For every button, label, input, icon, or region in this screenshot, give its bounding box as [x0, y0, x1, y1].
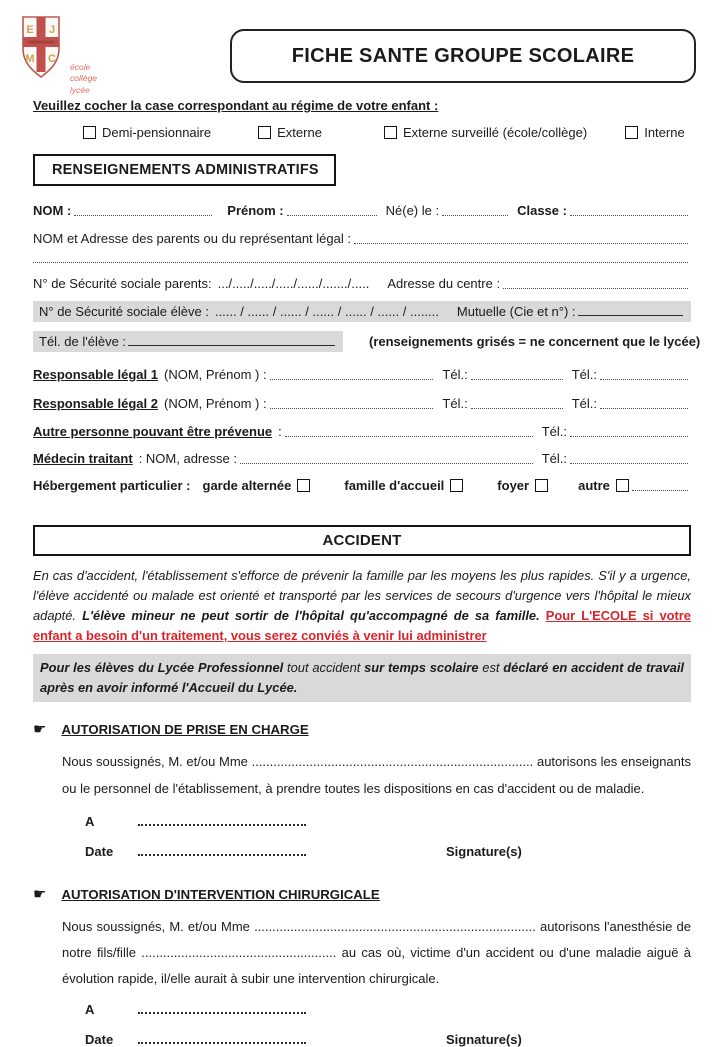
- accident-text-bold: L'élève mineur ne peut sortir de l'hôpital qu'accompagné de sa famille.: [82, 608, 546, 623]
- responsable1-blank: [270, 374, 434, 380]
- place-blank: [138, 818, 306, 826]
- regime-option-label: Externe: [277, 125, 322, 140]
- svg-text:M: M: [25, 53, 35, 65]
- regime-option-demi-pensionnaire: [83, 125, 211, 140]
- parents-blank: [354, 238, 688, 244]
- adresse-centre-label: Adresse du centre :: [387, 276, 501, 291]
- date-blank: [138, 848, 306, 856]
- tel-blank: [471, 374, 563, 380]
- auth2-date-row: [85, 1032, 691, 1047]
- checkbox-interne[interactable]: [625, 126, 638, 139]
- school-logo: [20, 14, 120, 100]
- lycee-pro-notice: [33, 654, 691, 702]
- auth2-name-blank: ..............................................................................: [254, 919, 536, 935]
- accident-title-text: ACCIDENT: [322, 532, 402, 549]
- tel-eleve-label: Tél. de l'élève :: [39, 334, 127, 349]
- grises-note: (renseignements grisés = ne concernent que le lycée): [369, 334, 701, 349]
- autre-personne-label: Autre personne pouvant être prévenue: [33, 424, 273, 439]
- adresse-centre-blank: [503, 283, 688, 289]
- auth2-title: AUTORISATION D'INTERVENTION CHIRURGICALE: [61, 887, 380, 903]
- regime-option-externe: [258, 125, 322, 140]
- auth1-name-blank: ..............................................................................: [251, 754, 534, 769]
- regime-option-externe-surveille: [384, 125, 587, 140]
- pointing-hand-icon: ☛: [33, 721, 47, 738]
- accident-paragraph: [33, 566, 691, 646]
- tel-blank: [570, 458, 688, 464]
- nom-label: NOM :: [33, 203, 72, 218]
- row-hebergement: [33, 478, 691, 493]
- auth1-heading: [33, 722, 691, 737]
- auth1-text-before: Nous soussignés, M. et/ou Mme: [62, 754, 252, 769]
- notice-part: est: [482, 660, 504, 675]
- tel-blank: [600, 403, 688, 409]
- classe-blank: [570, 210, 688, 216]
- signature-label: Signature(s): [446, 844, 522, 860]
- responsable2-label: Responsable légal 2: [33, 396, 158, 411]
- regime-option-interne: [625, 125, 684, 140]
- svg-text:J: J: [48, 24, 56, 36]
- ss-parents-slots: .../...../...../...../....../......./.....: [217, 276, 370, 291]
- auth2-text-before: Nous soussignés, M. et/ou Mme: [62, 919, 255, 935]
- tel-blank: [570, 431, 688, 437]
- page-title: FICHE SANTE GROUPE SCOLAIRE: [291, 44, 635, 67]
- logo-line-lycee: lycée: [70, 84, 90, 95]
- responsable1-suffix: (NOM, Prénom ) :: [164, 367, 267, 382]
- tel-label: Tél.:: [541, 424, 567, 439]
- heb-option-famille-accueil: famille d'accueil: [344, 478, 445, 493]
- checkbox-externe[interactable]: [258, 126, 271, 139]
- row-parents-address-continued: [33, 257, 691, 265]
- notice-part: sur temps scolaire: [364, 660, 483, 675]
- row-ss-parents: [33, 276, 691, 291]
- auth1-text-after: autorisons les enseignants ou le personnel de l'établissement, à prendre toutes les dispositions en cas d'accident ou de maladie.: [62, 754, 691, 796]
- tel-blank: [471, 403, 563, 409]
- checkbox-garde-alternee[interactable]: [297, 479, 310, 492]
- school-crest-icon: [20, 14, 62, 82]
- auth2-text-after: au cas où, victime d'un accident ou d'une maladie aiguë à évolution rapide, il/elle aurait à subir une intervention chirurgicale.: [62, 945, 691, 987]
- checkbox-famille-accueil[interactable]: [450, 479, 463, 492]
- date-blank: [138, 1036, 306, 1044]
- parents-label: NOM et Adresse des parents ou du représentant légal :: [33, 231, 351, 246]
- tel-blank: [600, 374, 688, 380]
- svg-text:E: E: [26, 24, 34, 36]
- school-logo-caption: [70, 62, 97, 96]
- auth2-place-row: [85, 1002, 691, 1017]
- checkbox-demi-pensionnaire[interactable]: [83, 126, 96, 139]
- place-blank: [138, 1006, 306, 1014]
- row-medecin: [33, 451, 691, 466]
- pointing-hand-icon: ☛: [33, 886, 47, 904]
- auth1-title: AUTORISATION DE PRISE EN CHARGE: [61, 722, 309, 737]
- ss-eleve-slots: ...... / ...... / ...... / ...... / ...... / ...... / ........: [214, 304, 439, 319]
- accident-text-normal: En cas d'accident, l'établissement s'efforce de prévenir la famille par les moyens les plus rapides. S'il y a urgence, l'élève accidenté ou malade est orienté et transporté par les services de secours d'urgence vers l'hôpital le mieux adapté.: [33, 568, 691, 623]
- tel-eleve-band: [33, 331, 343, 352]
- tel-label: Tél.:: [541, 451, 567, 466]
- auth2-text-mid: autorisons l'anesthésie de notre fils/fille: [62, 919, 691, 961]
- section-title-renseignements: [33, 154, 336, 186]
- notice-part: tout accident: [287, 660, 365, 675]
- place-label: A: [85, 814, 95, 830]
- logo-line-ecole: école: [70, 62, 91, 72]
- hebergement-label: Hébergement particulier :: [33, 478, 191, 493]
- row-responsable-1: [33, 367, 691, 382]
- regime-option-label: Interne: [644, 125, 685, 140]
- heb-option-foyer: foyer: [497, 478, 530, 493]
- ss-parents-label: N° de Sécurité sociale parents:: [33, 276, 212, 291]
- responsable1-label: Responsable légal 1: [33, 367, 158, 382]
- regime-option-label: Demi-pensionnaire: [102, 125, 212, 140]
- auth1-place-row: [85, 814, 691, 829]
- autre-personne-colon: :: [278, 424, 282, 439]
- logo-line-college: collège: [70, 73, 97, 84]
- signature-label: Signature(s): [446, 1032, 522, 1047]
- responsable2-blank: [270, 403, 434, 409]
- date-label: Date: [85, 1032, 114, 1047]
- auth1-date-row: [85, 844, 691, 859]
- row-parents-address: [33, 231, 691, 246]
- parents-blank-line2: [33, 257, 688, 263]
- date-label: Date: [85, 844, 114, 860]
- regime-instruction: Veuillez cocher la case correspondant au régime de votre enfant :: [33, 98, 439, 113]
- page-title-box: [230, 29, 696, 83]
- ne-le-label: Né(e) le :: [385, 203, 440, 218]
- tel-eleve-blank: [128, 340, 335, 346]
- row-autre-personne: [33, 424, 691, 439]
- checkbox-externe-surveille[interactable]: [384, 126, 397, 139]
- heb-autre-blank: [632, 485, 688, 491]
- mutuelle-label: Mutuelle (Cie et n°) :: [456, 304, 576, 319]
- accident-text-warning: Pour L'ECOLE si votre enfant a besoin d'un traitement, vous serez conviés à venir lui administrer: [33, 608, 691, 643]
- row-tel-eleve: [33, 331, 701, 352]
- checkbox-autre[interactable]: [616, 479, 629, 492]
- responsable2-suffix: (NOM, Prénom ) :: [164, 396, 267, 411]
- medecin-blank: [240, 458, 533, 464]
- row-responsable-2: [33, 396, 691, 411]
- autre-personne-blank: [285, 431, 533, 437]
- medecin-suffix: : NOM, adresse :: [138, 451, 237, 466]
- heb-option-garde-alternee: garde alternée: [202, 478, 292, 493]
- auth1-paragraph: [62, 749, 691, 802]
- prenom-label: Prénom :: [227, 203, 284, 218]
- regime-option-label: Externe surveillé (école/collège): [402, 125, 588, 140]
- mutuelle-blank: [578, 310, 683, 316]
- auth2-child-blank: ......................................................: [141, 945, 337, 961]
- medecin-label: Médecin traitant: [33, 451, 133, 466]
- checkbox-foyer[interactable]: [535, 479, 548, 492]
- classe-label: Classe :: [517, 203, 567, 218]
- ne-le-blank: [442, 210, 508, 216]
- svg-text:C: C: [48, 53, 56, 65]
- tel-label: Tél.:: [442, 367, 468, 382]
- row-identity: [33, 203, 691, 218]
- place-label: A: [85, 1002, 95, 1018]
- tel-label: Tél.:: [442, 396, 468, 411]
- tel-label: Tél.:: [571, 396, 597, 411]
- notice-part: déclaré en accident de travail après en avoir informé l'Accueil du Lycée.: [40, 660, 684, 695]
- heb-option-autre: autre: [578, 478, 610, 493]
- auth2-heading: [33, 887, 691, 902]
- auth2-paragraph: [62, 914, 691, 992]
- prenom-blank: [287, 210, 377, 216]
- regime-options-row: [83, 125, 691, 140]
- section-title-text: RENSEIGNEMENTS ADMINISTRATIFS: [52, 162, 319, 178]
- form-content: [33, 98, 701, 1047]
- ss-eleve-label: N° de Sécurité sociale élève :: [39, 304, 209, 319]
- section-title-accident: [33, 525, 691, 556]
- tel-label: Tél.:: [571, 367, 597, 382]
- notice-part: Pour les élèves du Lycée Professionnel: [40, 660, 288, 675]
- row-ss-eleve: [33, 301, 691, 322]
- nom-blank: [74, 210, 212, 216]
